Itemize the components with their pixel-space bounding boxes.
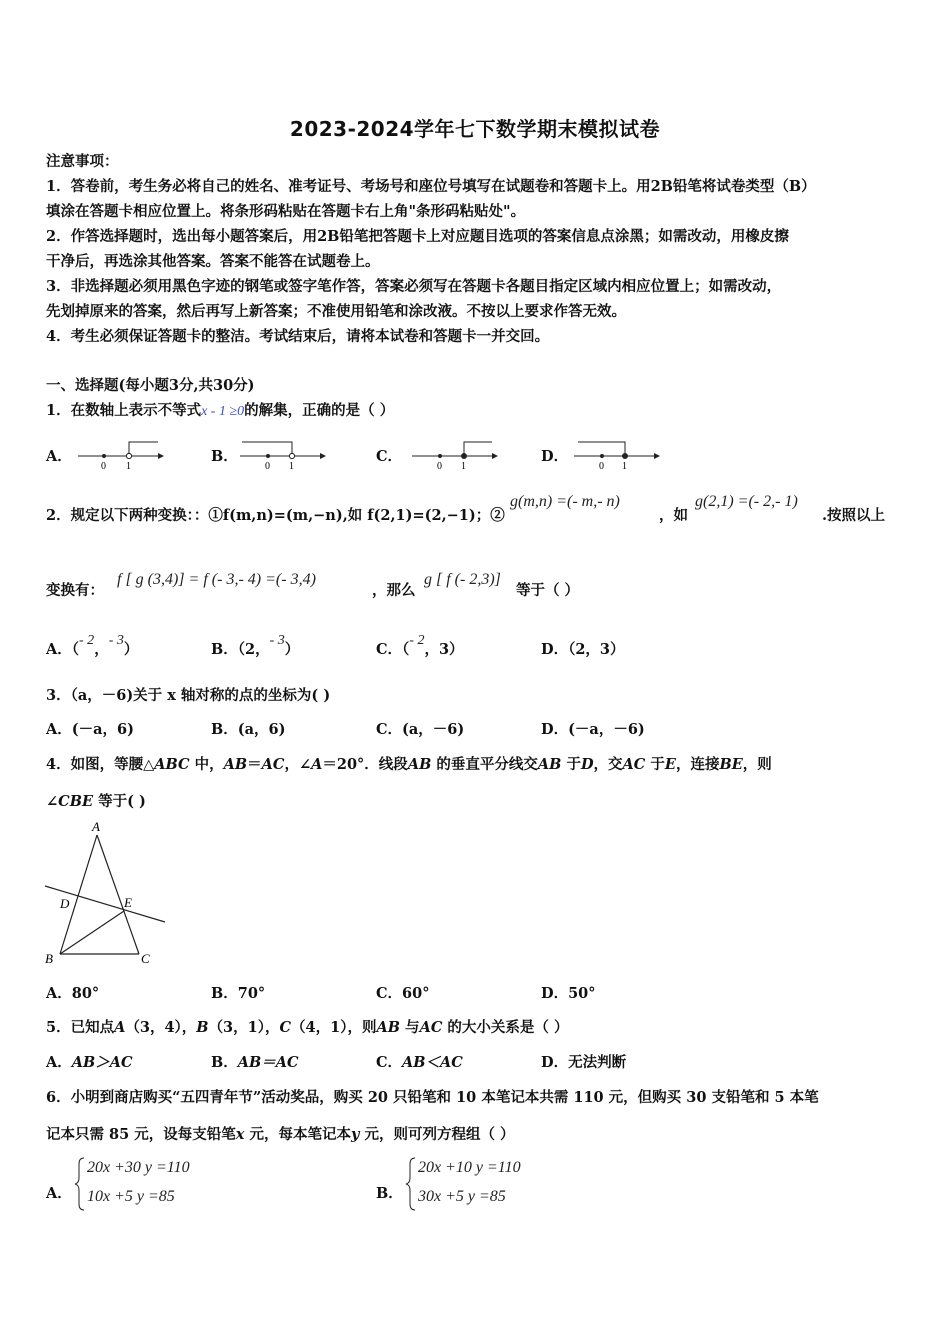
q1-prefix: 1．在数轴上表示不等式: [46, 402, 202, 419]
question-4-stem-line2: [46, 792, 146, 812]
q2-option-d: D．（2，3）: [541, 641, 625, 658]
q2-expression-1: f [ g (3,4)] = f (- 3,- 4) =(- 3,4): [117, 571, 316, 588]
q4-var: AB: [223, 756, 248, 773]
q1-option-a-label: A．: [46, 448, 72, 465]
q4-text: 中，: [189, 756, 224, 773]
q4-text: ，∠: [284, 756, 312, 773]
q5-option-label: A．: [46, 1054, 72, 1071]
figure-label-a: A: [92, 819, 100, 834]
notice-line: 2．作答选择题时，选出每小题答案后，用2B铅笔把答题卡上对应题目选项的答案信息点涂黑；如需改动，用橡皮擦: [46, 228, 789, 245]
q5-option-c: [376, 1053, 463, 1073]
q4-text: ，连接: [675, 756, 720, 773]
q6-option-a-eq2: 10x +5 y =85: [87, 1188, 175, 1205]
q4-text: ，则: [742, 756, 772, 773]
q5-text: （4，1），则: [291, 1019, 377, 1036]
notice-heading: 注意事项：: [46, 153, 119, 170]
q1-suffix: 的解集，正确的是（ ）: [244, 402, 395, 419]
q2-line2-mid: ，那么: [372, 582, 416, 599]
q4-text: ，交: [593, 756, 623, 773]
tick-label: 0: [265, 461, 270, 472]
q5-var: B: [196, 1019, 209, 1036]
q4-var: D: [580, 756, 594, 773]
q4-var: ABC: [154, 756, 190, 773]
q1-option-d-label: D．: [541, 448, 569, 465]
question-5-stem: [46, 1018, 568, 1038]
q6-option-a-label: A．: [46, 1185, 72, 1202]
q4-var: BE: [719, 756, 743, 773]
q3-option-b: B．(a，6): [211, 721, 286, 738]
q2-expression-2: g [ f (- 2,3)]: [424, 571, 501, 588]
q2-f-def: f(m,n)=(m,−n),如 f(2,1)=(2,−1)；②: [222, 507, 505, 524]
tick-label: 1: [126, 461, 131, 472]
notice-line: 先划掉原来的答案，然后再写上新答案；不准使用铅笔和涂改液。不按以上要求作答无效。: [46, 303, 626, 320]
tick-label: 0: [599, 461, 604, 472]
q4-var: AB: [537, 756, 562, 773]
q4-var: AB: [407, 756, 432, 773]
q5-option-expr: AB＜AC: [402, 1054, 463, 1071]
q5-var: AC: [419, 1019, 443, 1036]
q6-text: 元，每本笔记本: [244, 1126, 351, 1143]
q5-var: C: [279, 1019, 292, 1036]
q5-text: 5．已知点: [46, 1019, 115, 1036]
q5-option-expr: AB＞AC: [71, 1054, 133, 1071]
question-6-stem-line2: [46, 1125, 515, 1145]
q2-option-c-rest: ，3）: [424, 641, 464, 658]
question-6-stem-line1: 6．小明到商店购买“五四青年节”活动奖品，购买 20 只铅笔和 10 本笔记本共需 110 元，但购买 30 支铅笔和 5 本笔: [46, 1089, 819, 1106]
q2-option-b: [211, 633, 300, 661]
q5-option-label: C．: [376, 1054, 403, 1071]
q3-option-d: D．(－a，－6): [541, 721, 645, 738]
question-3-stem: 3．（a，－6)关于 x 轴对称的点的坐标为( ): [46, 687, 331, 704]
section-heading: 一、选择题(每小题3分,共30分): [46, 377, 255, 394]
figure-label-c: C: [141, 951, 150, 966]
q6-option-a-brace: [74, 1156, 86, 1212]
q4-var: CBE: [58, 793, 94, 810]
q4-text: ∠: [46, 793, 59, 810]
notice-line: 干净后，再选涂其他答案。答案不能答在试题卷上。: [46, 253, 380, 270]
q6-option-b-eq2: 30x +5 y =85: [418, 1188, 506, 1205]
tick-label: 1: [622, 461, 627, 472]
q2-option-a: [46, 633, 139, 661]
tick-label: 0: [101, 461, 106, 472]
q5-text: （3，1），: [208, 1019, 280, 1036]
q4-text: 4．如图，等腰△: [46, 756, 155, 773]
q5-option-b: [211, 1053, 299, 1073]
q4-option-c: C．60°: [376, 985, 430, 1002]
q4-text: ＝: [247, 756, 262, 773]
q2-option-c: [376, 633, 464, 661]
q4-option-b: B．70°: [211, 985, 266, 1002]
q2-option-b-close: ）: [284, 641, 300, 658]
q2-comma-ru: ，如: [659, 507, 688, 524]
q2-g-example: g(2,1) =(- 2,- 1): [695, 493, 798, 510]
q2-line1-end: .按照以上: [822, 507, 886, 524]
q4-text: 于: [561, 756, 581, 773]
q6-text: 元，则可列方程组（ ）: [359, 1126, 515, 1143]
q4-text: 等于( ): [93, 793, 146, 810]
q2-line2-end: 等于（ ）: [516, 582, 580, 599]
q5-text: （3，4），: [125, 1019, 197, 1036]
q2-line2-prefix: 变换有：: [46, 582, 104, 599]
q6-option-b-label: B．: [376, 1185, 403, 1202]
notice-line: 1．答卷前，考生务必将自己的姓名、准考证号、考场号和座位号填写在试题卷和答题卡上。用2B铅笔将试卷类型（B）: [46, 178, 816, 195]
notice-line: 4．考生必须保证答题卡的整洁。考试结束后，请将本试卷和答题卡一并交回。: [46, 328, 550, 345]
q2-option-a-y: - 3: [108, 633, 124, 648]
q2-option-c-x: - 2: [409, 633, 425, 648]
q5-text: 与: [400, 1019, 420, 1036]
tick-label: 1: [289, 461, 294, 472]
q2-option-a-sep: ，: [94, 641, 109, 658]
q4-text: 于: [645, 756, 665, 773]
q3-option-c: C．(a，－6): [376, 721, 465, 738]
q5-option-expr: AB＝AC: [237, 1054, 299, 1071]
q1-option-c-numberline: [408, 436, 498, 472]
figure-label-b: B: [45, 951, 53, 966]
notice-line: 填涂在答题卡相应位置上。将条形码粘贴在答题卡右上角"条形码粘贴处"。: [46, 203, 526, 220]
q2-prefix: 2．规定以下两种变换：：①: [46, 507, 223, 524]
q2-option-a-label: A．（: [46, 641, 80, 658]
q5-var: AB: [376, 1019, 400, 1036]
q1-option-a-numberline: [74, 436, 164, 472]
q5-text: 的大小关系是（ ）: [442, 1019, 569, 1036]
q5-option-d: [541, 1053, 626, 1073]
q4-triangle-figure: [40, 818, 170, 968]
tick-label: 1: [461, 461, 466, 472]
q2-option-b-label: B．（2，: [211, 641, 270, 658]
q5-option-expr: 无法判断: [568, 1054, 627, 1071]
q4-text: 的垂直平分线交: [431, 756, 538, 773]
q4-var: AC: [622, 756, 646, 773]
q6-option-b-brace: [405, 1156, 417, 1212]
q2-option-a-close: ）: [123, 641, 139, 658]
q1-option-b-label: B．: [211, 448, 238, 465]
q6-var: x: [235, 1126, 245, 1143]
q6-text: 记本只需 85 元，设每支铅笔: [46, 1126, 236, 1143]
q1-option-d-numberline: [570, 436, 660, 472]
q2-g-definition: g(m,n) =(- m,- n): [510, 493, 620, 510]
q4-var: AC: [261, 756, 285, 773]
q6-option-a-eq1: 20x +30 y =110: [87, 1159, 190, 1176]
question-1-stem: [46, 401, 394, 422]
q1-option-b-numberline: [236, 436, 326, 472]
q4-text: ＝20°．线段: [322, 756, 408, 773]
q4-option-a: A．80°: [46, 985, 100, 1002]
q2-option-c-label: C．（: [376, 641, 410, 658]
notice-line: 3．非选择题必须用黑色字迹的钢笔或签字笔作答，答案必须写在答题卡各题目指定区域内相应位置上；如需改动，: [46, 278, 782, 295]
figure-label-e: E: [124, 895, 132, 910]
q4-option-d: D．50°: [541, 985, 596, 1002]
q1-inequality: x - 1 ≥0: [201, 404, 245, 419]
q3-option-a: A．(－a，6): [46, 721, 134, 738]
q5-option-label: B．: [211, 1054, 238, 1071]
q5-option-a: [46, 1053, 133, 1073]
q1-option-c-label: C．: [376, 448, 403, 465]
q2-option-b-y: - 3: [269, 633, 285, 648]
q4-var: E: [664, 756, 676, 773]
figure-label-d: D: [60, 896, 70, 911]
exam-title: 2023-2024学年七下数学期末模拟试卷: [289, 117, 661, 141]
q6-var: y: [351, 1126, 360, 1143]
q5-var: A: [114, 1019, 126, 1036]
q4-var: A: [311, 756, 323, 773]
q5-option-label: D．: [541, 1054, 569, 1071]
q2-option-a-x: - 2: [79, 633, 95, 648]
q6-option-b-eq1: 20x +10 y =110: [418, 1159, 521, 1176]
tick-label: 0: [437, 461, 442, 472]
question-2-line1: [46, 506, 505, 526]
question-4-stem-line1: [46, 755, 772, 775]
